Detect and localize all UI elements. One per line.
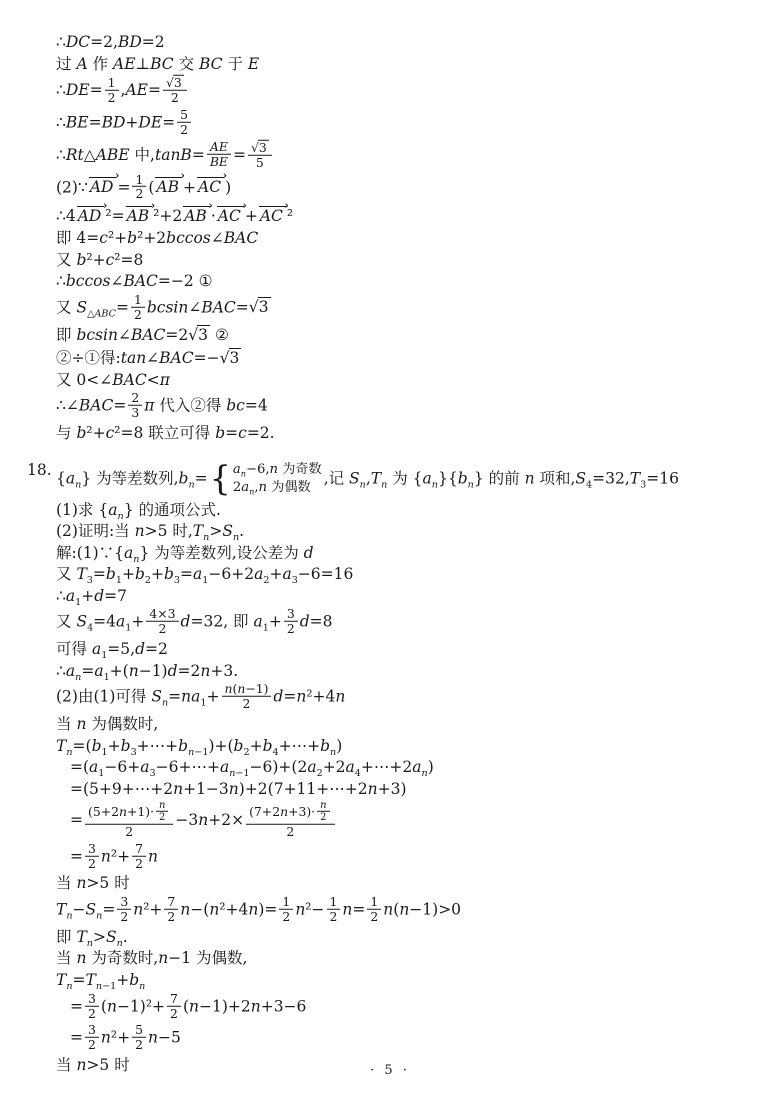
math-line: 又 $S_{\triangle ABC}=$ $\frac{1}{2}$ bcsin∠BAC=√3: [56, 291, 269, 322]
math-line: ∴BE=BD+DE= $\frac{5}{2}$: [0, 109, 780, 138]
fraction: $\frac{2}{3}$: [128, 391, 142, 420]
math-line: = (5+2n+1)· $\frac{n}{2}$ 2 −3n+2× (7+2n+3)· $\frac{n}{2}$ 2: [0, 802, 780, 840]
fraction: $\frac{5}{2}$: [132, 1023, 146, 1052]
math-line: $T_n=(b_1+b_3+\cdots+b_{n-1})+(b_2+b_4+\cdots+b_n)$: [56, 736, 343, 758]
sqrt-icon: √: [165, 74, 174, 90]
fraction: $\frac{1}{2}$: [367, 895, 381, 924]
vector: AB ›: [126, 198, 156, 226]
fraction: (5+2n+1)· $\frac{n}{2}$ 2: [85, 800, 173, 838]
math-line: ∴4 AD › ²= AB › ²+2 AB › · AC › + AC › ²: [56, 198, 294, 226]
math-line: 又 $S_4=4a_1+$ $\frac{4\times 3}{2}$ d=32, 即 $a_1+$ $\frac{3}{2}$ d=8: [56, 606, 333, 637]
fraction: $\frac{3}{2}$: [85, 841, 99, 870]
sqrt-radical: √3: [248, 298, 269, 317]
vector-arrow-icon: ›: [180, 169, 185, 183]
fraction: $\frac{3}{2}$: [284, 607, 298, 636]
math-line: 当 n>5 时: [56, 874, 130, 893]
math-line: 即 $T_n>S_n$.: [56, 927, 128, 949]
fraction: $\frac{√3}{5}$: [248, 140, 272, 170]
vector: AC ›: [259, 198, 289, 226]
math-line: ②÷①得:tan∠BAC=−√3: [56, 349, 240, 368]
vector-arrow-icon: ›: [150, 198, 156, 212]
problem-number: 18.: [27, 460, 52, 479]
sqrt-radical: √3: [165, 74, 182, 90]
math-line: ∴DC=2,BD=2: [56, 33, 165, 51]
problem-line: 18. $\{a_n\}$ 为等差数列$,b_n=$ { $a_n-6,n$ 为奇数 $2a_n,n$ 为偶数 ,记 $S_n,T_n$ 为 $\{a_n\}\{b_n\}$ 的前 n 项和$,S_4=32,T_3=16$: [27, 459, 679, 499]
math-line: 又 0<∠BAC<π: [56, 370, 170, 389]
vector-arrow-icon: ›: [114, 169, 120, 183]
vector-arrow-icon: ›: [208, 198, 213, 212]
math-line: (2)由(1)可得 $S_n=na_1+$ $\frac{n(n-1)}{2}$ d=n²+4n: [56, 681, 346, 712]
sqrt-radical: √3: [188, 326, 209, 345]
math-line: 与 b²+c²=8 联立可得 b=c=2.: [56, 424, 275, 443]
math-line: $\therefore a_n=a_1+(n-1)d=2n+3$.: [56, 661, 239, 683]
fraction: $\frac{5}{2}$: [177, 108, 191, 137]
fraction: $\frac{7}{2}$: [164, 895, 178, 924]
sqrt-icon: √: [219, 349, 230, 368]
vector: AD ›: [77, 198, 108, 226]
fraction: $\frac{3}{2}$: [117, 895, 131, 924]
math-line: =(5+9+⋯+2n+1−3n)+2(7+11+⋯+2n+3): [70, 780, 407, 798]
vector: AB ›: [184, 198, 213, 226]
math-line: $T_n-S_n=$ $\frac{3}{2}$ n²+ $\frac{7}{2}$ n−(n²+4n)= $\frac{1}{2}$ n²− $\frac{1}{2}$ n= $\frac{1}{2}$ n(n−1)>0: [56, 893, 462, 924]
fraction: $\frac{√3}{2}$: [163, 75, 187, 105]
fraction: $\frac{AE}{BE}$: [207, 140, 231, 169]
fraction: $\frac{1}{2}$: [131, 292, 145, 321]
fraction: $\frac{n(n-1)}{2}$: [222, 682, 272, 711]
math-line: 当 n>5 时: [56, 1056, 130, 1075]
math-line: 当 n 为偶数时,: [56, 715, 159, 734]
fraction: $\frac{7}{2}$: [167, 991, 181, 1020]
math-line: = $\frac{3}{2}$ n²+ $\frac{7}{2}$ n: [70, 840, 158, 871]
math-line: (2)证明:当 n>5 时$,T_n>S_n$.: [56, 522, 245, 544]
math-line: $=(a_1-6+a_3-6+\cdots+a_{n-1}-6)+(2a_2+2a_4+\cdots+2a_n)$: [70, 758, 434, 780]
fraction: $\frac{n}{2}$: [156, 799, 168, 822]
fraction: $\frac{1}{2}$: [132, 172, 146, 201]
sqrt-icon: √: [188, 326, 199, 345]
math-line: ∴bccos∠BAC=−2 ①: [56, 272, 213, 291]
math-line: = $\frac{3}{2}$ n²+ $\frac{5}{2}$ n−5: [70, 1022, 181, 1053]
math-line: ∴∠BAC= $\frac{2}{3}$ π 代入②得 bc=4: [56, 390, 268, 420]
vector-arrow-icon: ›: [242, 198, 247, 212]
fraction: $\frac{1}{2}$: [105, 75, 119, 104]
vector: AC ›: [198, 169, 228, 196]
math-line: 解$:(1)\because\{a_n\}$ 为等差数列,设公差为 d: [56, 543, 314, 565]
math-line: 又 b²+c²=8: [56, 250, 144, 269]
vector: AD ›: [89, 169, 120, 196]
math-line: ∴DE= $\frac{1}{2}$ ,AE= $\frac{√3}{2}$: [0, 76, 780, 106]
math-line: (1)求 $\{a_n\}$ 的通项公式.: [56, 500, 221, 522]
sqrt-icon: √: [250, 139, 259, 155]
fraction: $\frac{7}{2}$: [132, 841, 146, 870]
math-line: 当 n 为奇数时,n−1 为偶数,: [56, 949, 248, 968]
math-line: $\therefore a_1+d=7$: [56, 586, 128, 608]
fraction: $\frac{3}{2}$: [85, 1023, 99, 1052]
vector-arrow-icon: ›: [102, 198, 108, 212]
math-line: = $\frac{3}{2}$ (n−1)²+ $\frac{7}{2}$ (n−1)+2n+3−6: [70, 990, 307, 1021]
math-line: ∴Rt△ABE 中,tanB= $\frac{AE}{BE}$ = $\frac{√3}{5}$: [0, 141, 780, 171]
fraction: $\frac{4\times 3}{2}$: [146, 607, 178, 636]
fraction: $\frac{1}{2}$: [279, 895, 293, 924]
math-line: $T_n=T_{n-1}+b_n$: [56, 971, 146, 993]
math-line: 又 $T_3=b_1+b_2+b_3=a_1-6+2a_2+a_3-6=16$: [56, 565, 354, 587]
vector: AB ›: [156, 169, 185, 196]
sqrt-icon: √: [248, 298, 259, 317]
vector: AC ›: [217, 198, 247, 226]
fraction: $\frac{n}{2}$: [317, 799, 329, 822]
math-line: (2)∵ AD › = $\frac{1}{2}$ ( AB › + AC › ): [56, 169, 232, 202]
math-line: 即 4=c²+b²+2bccos∠BAC: [56, 228, 259, 247]
fraction: $\frac{3}{2}$: [85, 991, 99, 1020]
math-line: 可得 $a_1=5,d=2$: [56, 640, 168, 662]
sqrt-radical: √3: [250, 139, 267, 155]
brace-icon: {: [209, 459, 231, 499]
page-number: · 5 ·: [370, 1063, 410, 1078]
math-line: 过 A 作 AE⊥BC 交 BC 于 E: [56, 54, 260, 73]
fraction: (7+2n+3)· $\frac{n}{2}$ 2: [246, 800, 334, 838]
vector-arrow-icon: ›: [284, 198, 289, 212]
fraction: $\frac{1}{2}$: [327, 895, 341, 924]
math-line: 即 bcsin∠BAC=2√3 ②: [56, 326, 229, 345]
piecewise-cases: { $a_n-6,n$ 为奇数 $2a_n,n$ 为偶数: [209, 459, 322, 499]
vector-arrow-icon: ›: [222, 169, 228, 183]
sqrt-radical: √3: [219, 349, 240, 368]
